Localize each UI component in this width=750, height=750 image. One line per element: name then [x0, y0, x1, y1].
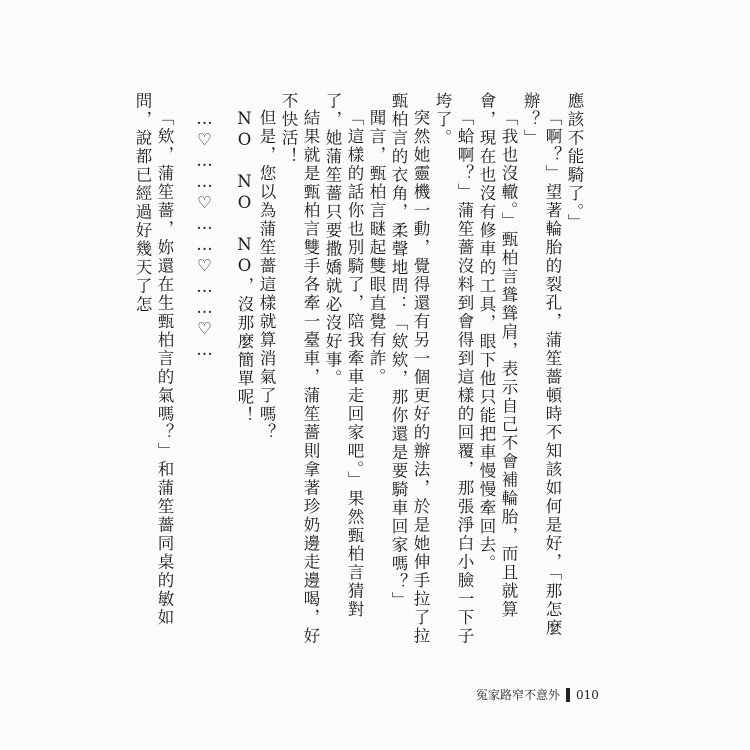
paragraph: 「這樣的話你也別騎了，陪我牽車走回家吧。」果然甄柏言猜對了，她蒲笙薔只要撒嬌就必沒好事。 [323, 92, 364, 619]
section-gap [175, 92, 193, 652]
paragraph: 結果就是甄柏言雙手各牽一臺車，蒲笙薔則拿著珍奶邊走邊喝，好不快活！ [279, 92, 320, 645]
paragraph: 突然她靈機一動，覺得還有另一個更好的辦法，於是她伸手拉了拉甄柏言的衣角，柔聲地問：「欸欸，那你還是要騎車回家嗎？」 [389, 92, 430, 645]
vertical-text-block [133, 92, 585, 652]
scene-divider: …♡……♡……♡……♡… [195, 108, 214, 361]
paragraph: 應該不能騎了。」 [565, 92, 584, 232]
paragraph: NO NO NO，沒那麼簡單呢！ [235, 108, 254, 425]
book-title: 冤家路窄不意外 [476, 688, 561, 702]
paragraph: 「啊？」望著輪胎的裂孔，蒲笙薔頓時不知該如何是好，「那怎麼辦？」 [521, 92, 562, 637]
page-number: 010 [576, 688, 599, 702]
paragraph: 聞言，甄柏言瞇起雙眼直覺有詐。 [367, 108, 386, 386]
paragraph: 但是，您以為蒲笙薔這樣就算消氣了嗎？ [257, 108, 276, 442]
paragraph: 「我也沒轍。」甄柏言聳聳肩，表示自己不會補輪胎，而且就算會，現在也沒有修車的工具，眼下他只能把車慢慢牽回去。 [477, 92, 518, 619]
footer-separator-bar [566, 688, 570, 702]
section-gap [215, 92, 233, 652]
page-footer [476, 686, 599, 704]
paragraph: 「蛤啊？」蒲笙薔沒料到會得到這樣的回覆，那張淨白小臉一下子垮了。 [433, 92, 474, 645]
paragraph: 「欸，蒲笙薔，妳還在生甄柏言的氣嗎？」和蒲笙薔同桌的敏如問，說都已經過好幾天了怎 [133, 92, 174, 627]
